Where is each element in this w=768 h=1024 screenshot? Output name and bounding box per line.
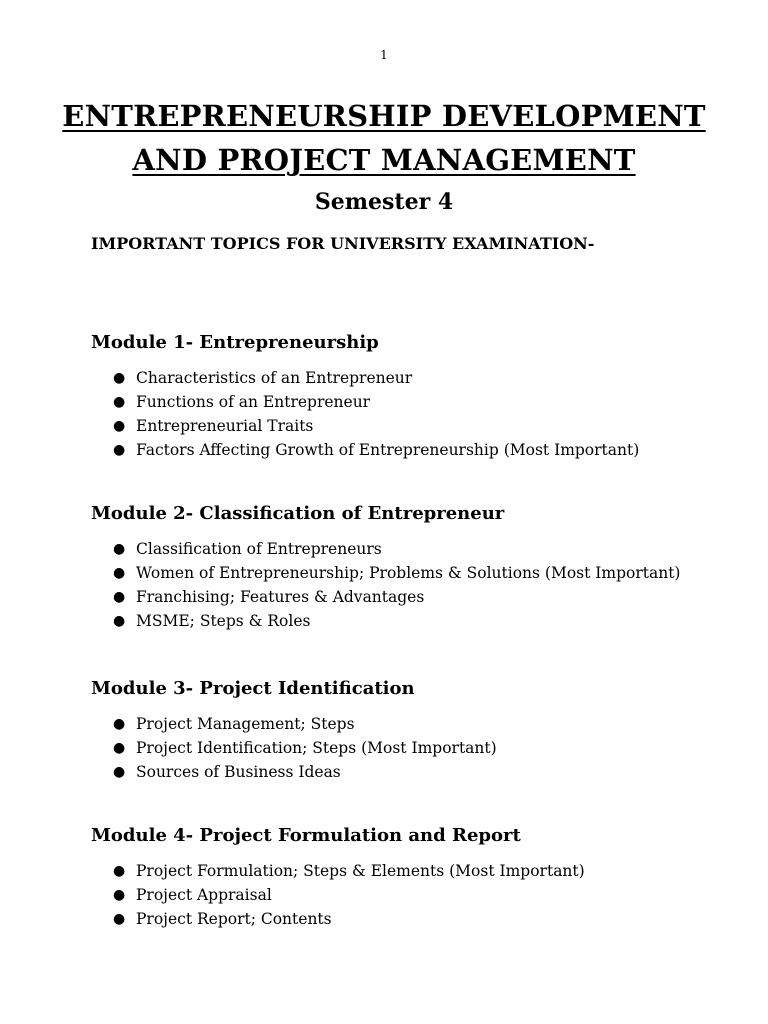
title-line-1: ENTREPRENEURSHIP DEVELOPMENT bbox=[62, 99, 706, 133]
bullet-icon: ● bbox=[113, 370, 126, 386]
bullet-icon: ● bbox=[113, 863, 126, 879]
topic-text: Project Identification; Steps (Most Important) bbox=[136, 739, 497, 757]
bullet-icon: ● bbox=[113, 911, 126, 927]
document-title bbox=[0, 94, 768, 182]
list-item bbox=[91, 859, 751, 883]
topic-text: Characteristics of an Entrepreneur bbox=[136, 369, 413, 387]
bullet-icon: ● bbox=[113, 613, 126, 629]
module-4-section bbox=[91, 825, 751, 931]
module-heading: Module 1- Entrepreneurship bbox=[91, 332, 379, 353]
page-number: 1 bbox=[380, 48, 388, 62]
bullet-icon: ● bbox=[113, 740, 126, 756]
list-item bbox=[91, 366, 751, 390]
topic-text: Project Management; Steps bbox=[136, 715, 355, 733]
topic-text: Franchising; Features & Advantages bbox=[136, 588, 425, 606]
topic-text: Factors Affecting Growth of Entrepreneurship (Most Important) bbox=[136, 441, 640, 459]
bullet-icon: ● bbox=[113, 887, 126, 903]
list-item bbox=[91, 537, 751, 561]
list-item bbox=[91, 712, 751, 736]
module-heading: Module 2- Classification of Entrepreneur bbox=[91, 503, 505, 524]
subheading: IMPORTANT TOPICS FOR UNIVERSITY EXAMINATION- bbox=[91, 234, 595, 253]
semester-heading: Semester 4 bbox=[314, 189, 454, 215]
topic-text: MSME; Steps & Roles bbox=[136, 612, 311, 630]
module-3-section bbox=[91, 678, 751, 784]
module-2-section bbox=[91, 503, 751, 633]
bullet-icon: ● bbox=[113, 589, 126, 605]
list-item bbox=[91, 736, 751, 760]
topic-text: Project Appraisal bbox=[136, 886, 272, 904]
topic-text: Sources of Business Ideas bbox=[136, 763, 341, 781]
module-1-section bbox=[91, 332, 751, 462]
topic-text: Entrepreneurial Traits bbox=[136, 417, 314, 435]
list-item bbox=[91, 585, 751, 609]
list-item bbox=[91, 883, 751, 907]
title-line-2: AND PROJECT MANAGEMENT bbox=[132, 143, 636, 177]
topic-list bbox=[91, 537, 751, 633]
list-item bbox=[91, 561, 751, 585]
list-item bbox=[91, 609, 751, 633]
topic-text: Project Formulation; Steps & Elements (Most Important) bbox=[136, 862, 585, 880]
topic-text: Functions of an Entrepreneur bbox=[136, 393, 371, 411]
topic-text: Project Report; Contents bbox=[136, 910, 332, 928]
list-item bbox=[91, 438, 751, 462]
module-heading: Module 4- Project Formulation and Report bbox=[91, 825, 521, 846]
topic-text: Classification of Entrepreneurs bbox=[136, 540, 382, 558]
bullet-icon: ● bbox=[113, 394, 126, 410]
bullet-icon: ● bbox=[113, 565, 126, 581]
topic-list bbox=[91, 712, 751, 784]
list-item bbox=[91, 390, 751, 414]
list-item bbox=[91, 414, 751, 438]
topic-list bbox=[91, 859, 751, 931]
topic-text: Women of Entrepreneurship; Problems & Solutions (Most Important) bbox=[136, 564, 681, 582]
bullet-icon: ● bbox=[113, 541, 126, 557]
bullet-icon: ● bbox=[113, 716, 126, 732]
bullet-icon: ● bbox=[113, 418, 126, 434]
list-item bbox=[91, 907, 751, 931]
bullet-icon: ● bbox=[113, 442, 126, 458]
module-heading: Module 3- Project Identification bbox=[91, 678, 415, 699]
topic-list bbox=[91, 366, 751, 462]
list-item bbox=[91, 760, 751, 784]
bullet-icon: ● bbox=[113, 764, 126, 780]
